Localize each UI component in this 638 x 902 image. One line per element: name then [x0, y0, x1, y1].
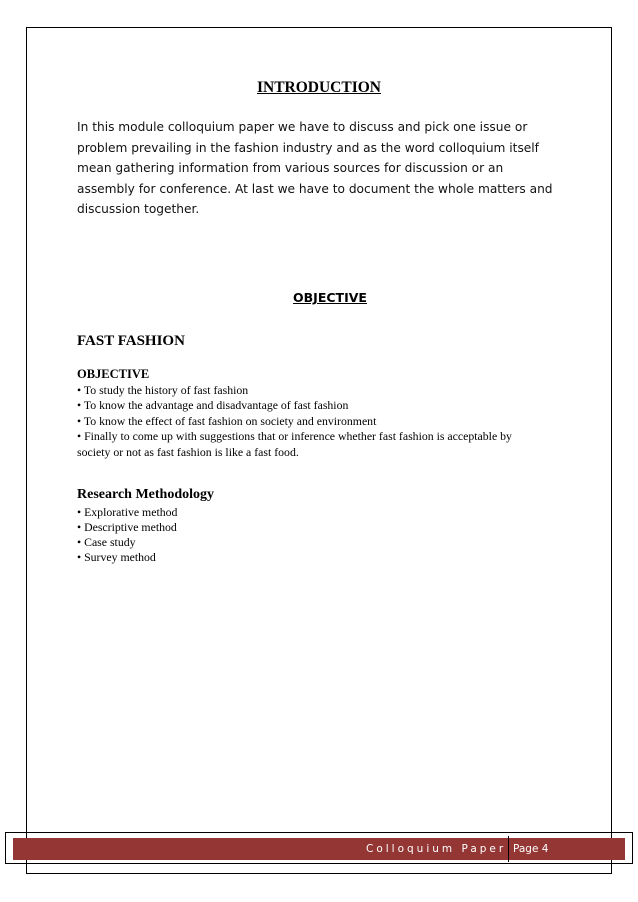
research-method-item: • Case study — [77, 535, 136, 549]
footer-label: Colloquium Paper — [366, 843, 507, 855]
intro-line: mean gathering information from various sources for discussion or an — [77, 161, 504, 175]
footer-divider — [508, 836, 509, 862]
research-method-item: • Explorative method — [77, 505, 178, 519]
intro-line: problem prevailing in the fashion industry and as the word colloquium itself — [77, 140, 539, 155]
objective-heading-text: OBJECTIVE — [293, 290, 367, 305]
objective-bullet-continuation: society or not as fast fashion is like a fast food. — [77, 444, 299, 459]
objective-bullet: • To know the effect of fast fashion on society and environment — [77, 413, 377, 428]
research-methodology-heading: Research Methodology — [77, 487, 214, 502]
research-methods-list — [77, 505, 377, 565]
intro-line: assembly for conference. At last we have to document the whole matters and — [77, 181, 553, 196]
page-number: Page 4 — [513, 843, 549, 855]
objective-subheading: OBJECTIVE — [77, 367, 150, 381]
objective-list — [77, 367, 577, 461]
objective-heading — [0, 290, 638, 305]
intro-line: discussion together. — [77, 202, 200, 216]
introduction-paragraph — [77, 117, 557, 220]
objective-bullet: • To know the advantage and disadvantage of fast fashion — [77, 398, 349, 413]
fast-fashion-heading: FAST FASHION — [77, 333, 185, 349]
research-method-item: • Survey method — [77, 550, 156, 564]
introduction-heading: INTRODUCTION — [256, 79, 381, 96]
objective-bullet: • Finally to come up with suggestions that or inference whether fast fashion is acceptable by — [77, 429, 512, 444]
research-method-item: • Descriptive method — [77, 520, 177, 534]
objective-bullet: • To study the history of fast fashion — [77, 382, 249, 397]
intro-line: In this module colloquium paper we have to discuss and pick one issue or — [77, 120, 528, 134]
